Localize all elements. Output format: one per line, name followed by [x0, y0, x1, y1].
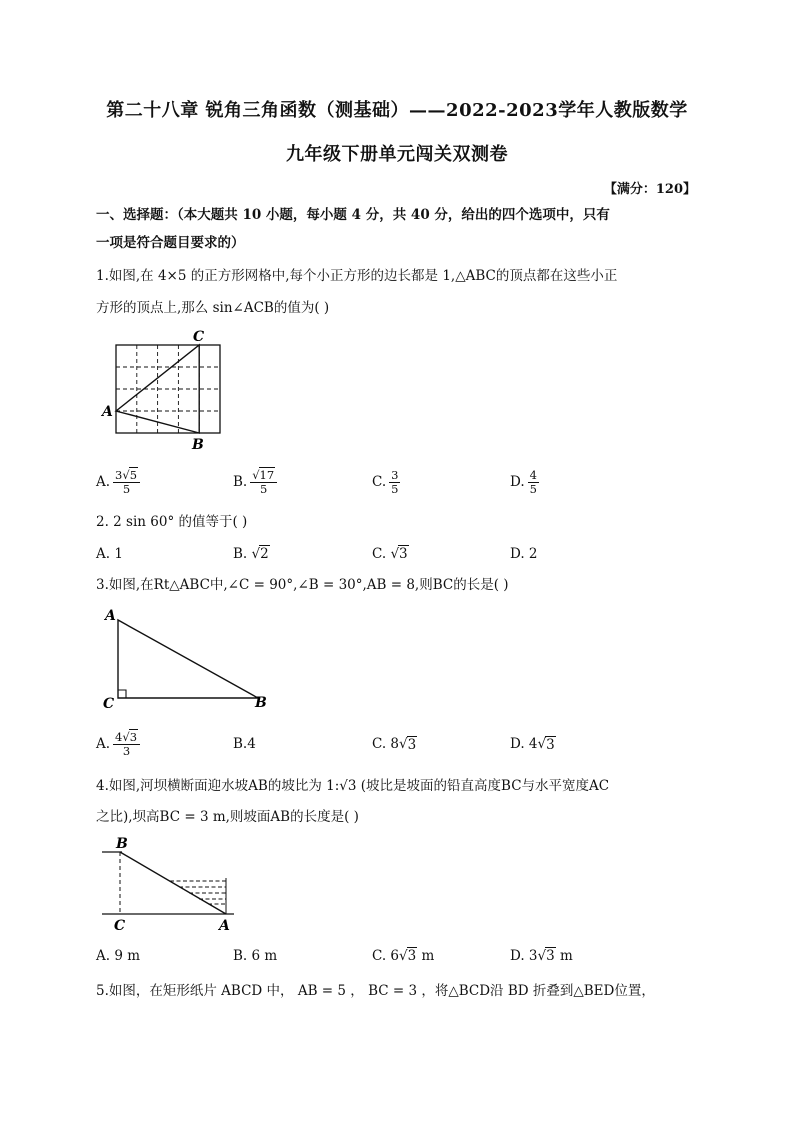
q4-option-d[interactable]: D. 3√3 m [510, 948, 573, 964]
page-title-line1: 第二十八章 锐角三角函数（测基础）——2022-2023学年人教版数学 [106, 100, 688, 121]
q1-option-b[interactable]: B. $\frac{√17}{5}$ [233, 464, 277, 500]
full-score: 【满分：120】 [603, 182, 696, 197]
q4-label-b: B [116, 836, 128, 852]
q3-label-c: C [103, 696, 115, 712]
q3-right-angle-mark [118, 690, 126, 698]
section-heading-line1: 一、选择题：（本大题共 10 小题，每小题 4 分，共 40 分，给出的四个选项中，只有 [96, 207, 610, 223]
q1-label-b: B [192, 437, 204, 453]
q1-option-a-fraction: $\frac{3√5}{5}$ [113, 469, 140, 496]
q1-option-c[interactable]: C. $\frac{3}{5}$ [372, 467, 399, 496]
q1-grid-figure [96, 325, 236, 453]
q3-triangle-abc [118, 620, 258, 698]
q2-option-c[interactable]: C. √3 [372, 546, 408, 562]
q4-label-c: C [114, 918, 126, 934]
q3-option-d[interactable]: D. 4 √ 3 [510, 736, 555, 753]
q4-option-c[interactable]: C. 6√3 m [372, 948, 435, 964]
q3-text: 3.如图,在Rt△ABC中,∠C = 90°,∠B = 30°,AB = 8,则BC的长是( ) [96, 577, 509, 593]
q1-text-line2: 方形的顶点上,那么 sin∠ACB的值为( ) [96, 300, 330, 316]
section-heading-line2: 一项是符合题目要求的） [96, 235, 245, 251]
q5-text: 5.如图，在矩形纸片 ABCD 中， AB = 5 ， BC = 3 ，将△BCD沿 BD 折叠到△BED位置， [96, 983, 655, 999]
q3-triangle-figure [96, 602, 276, 714]
q1-label-c: C [193, 329, 205, 345]
q3-options [96, 726, 696, 762]
q1-label-a: A [102, 404, 113, 420]
q2-text: 2. 2 sin 60° 的值等于( ) [96, 514, 248, 530]
q1-options [96, 464, 696, 500]
q4-dam-figure [96, 832, 246, 934]
q1-option-d-fraction: $\frac{4}{5}$ [529, 467, 537, 496]
q2-option-d[interactable]: D. 2 [510, 546, 538, 562]
q3-option-a[interactable]: A. $\frac{4√3}{3}$ [96, 726, 140, 762]
q3-option-c[interactable]: C. 8 √ 3 [372, 736, 417, 753]
q3-label-b: B [255, 695, 267, 711]
q1-option-d[interactable]: D. $\frac{4}{5}$ [510, 467, 537, 496]
q2-option-a[interactable]: A. 1 [96, 546, 123, 562]
q4-slope-ab [120, 852, 226, 914]
q1-option-b-fraction: $\frac{√17}{5}$ [250, 469, 277, 496]
q4-text-line2: 之比),坝高BC = 3 m,则坡面AB的长度是( ) [96, 809, 359, 825]
q4-option-a[interactable]: A. 9 m [96, 948, 141, 964]
q1-option-a[interactable]: A. $\frac{3√5}{5}$ [96, 464, 140, 500]
q1-text-line1: 1.如图,在 4×5 的正方形网格中,每个小正方形的边长都是 1,△ABC的顶点都在这些小正 [96, 268, 618, 284]
q1-option-c-fraction: $\frac{3}{5}$ [391, 467, 399, 496]
page-title-line2: 九年级下册单元闯关双测卷 [286, 144, 508, 165]
q3-option-b[interactable]: B.4 [233, 736, 256, 752]
q2-option-b[interactable]: B. √2 [233, 546, 269, 562]
q3-label-a: A [105, 608, 116, 624]
q4-option-b[interactable]: B. 6 m [233, 948, 278, 964]
q4-text-line1: 4.如图,河坝横断面迎水坡AB的坡比为 1:√3 (坡比是坡面的铅直高度BC与水平宽度AC [96, 778, 610, 794]
q3-option-a-fraction: $\frac{4√3}{3}$ [113, 731, 140, 758]
q4-label-a: A [219, 918, 230, 934]
